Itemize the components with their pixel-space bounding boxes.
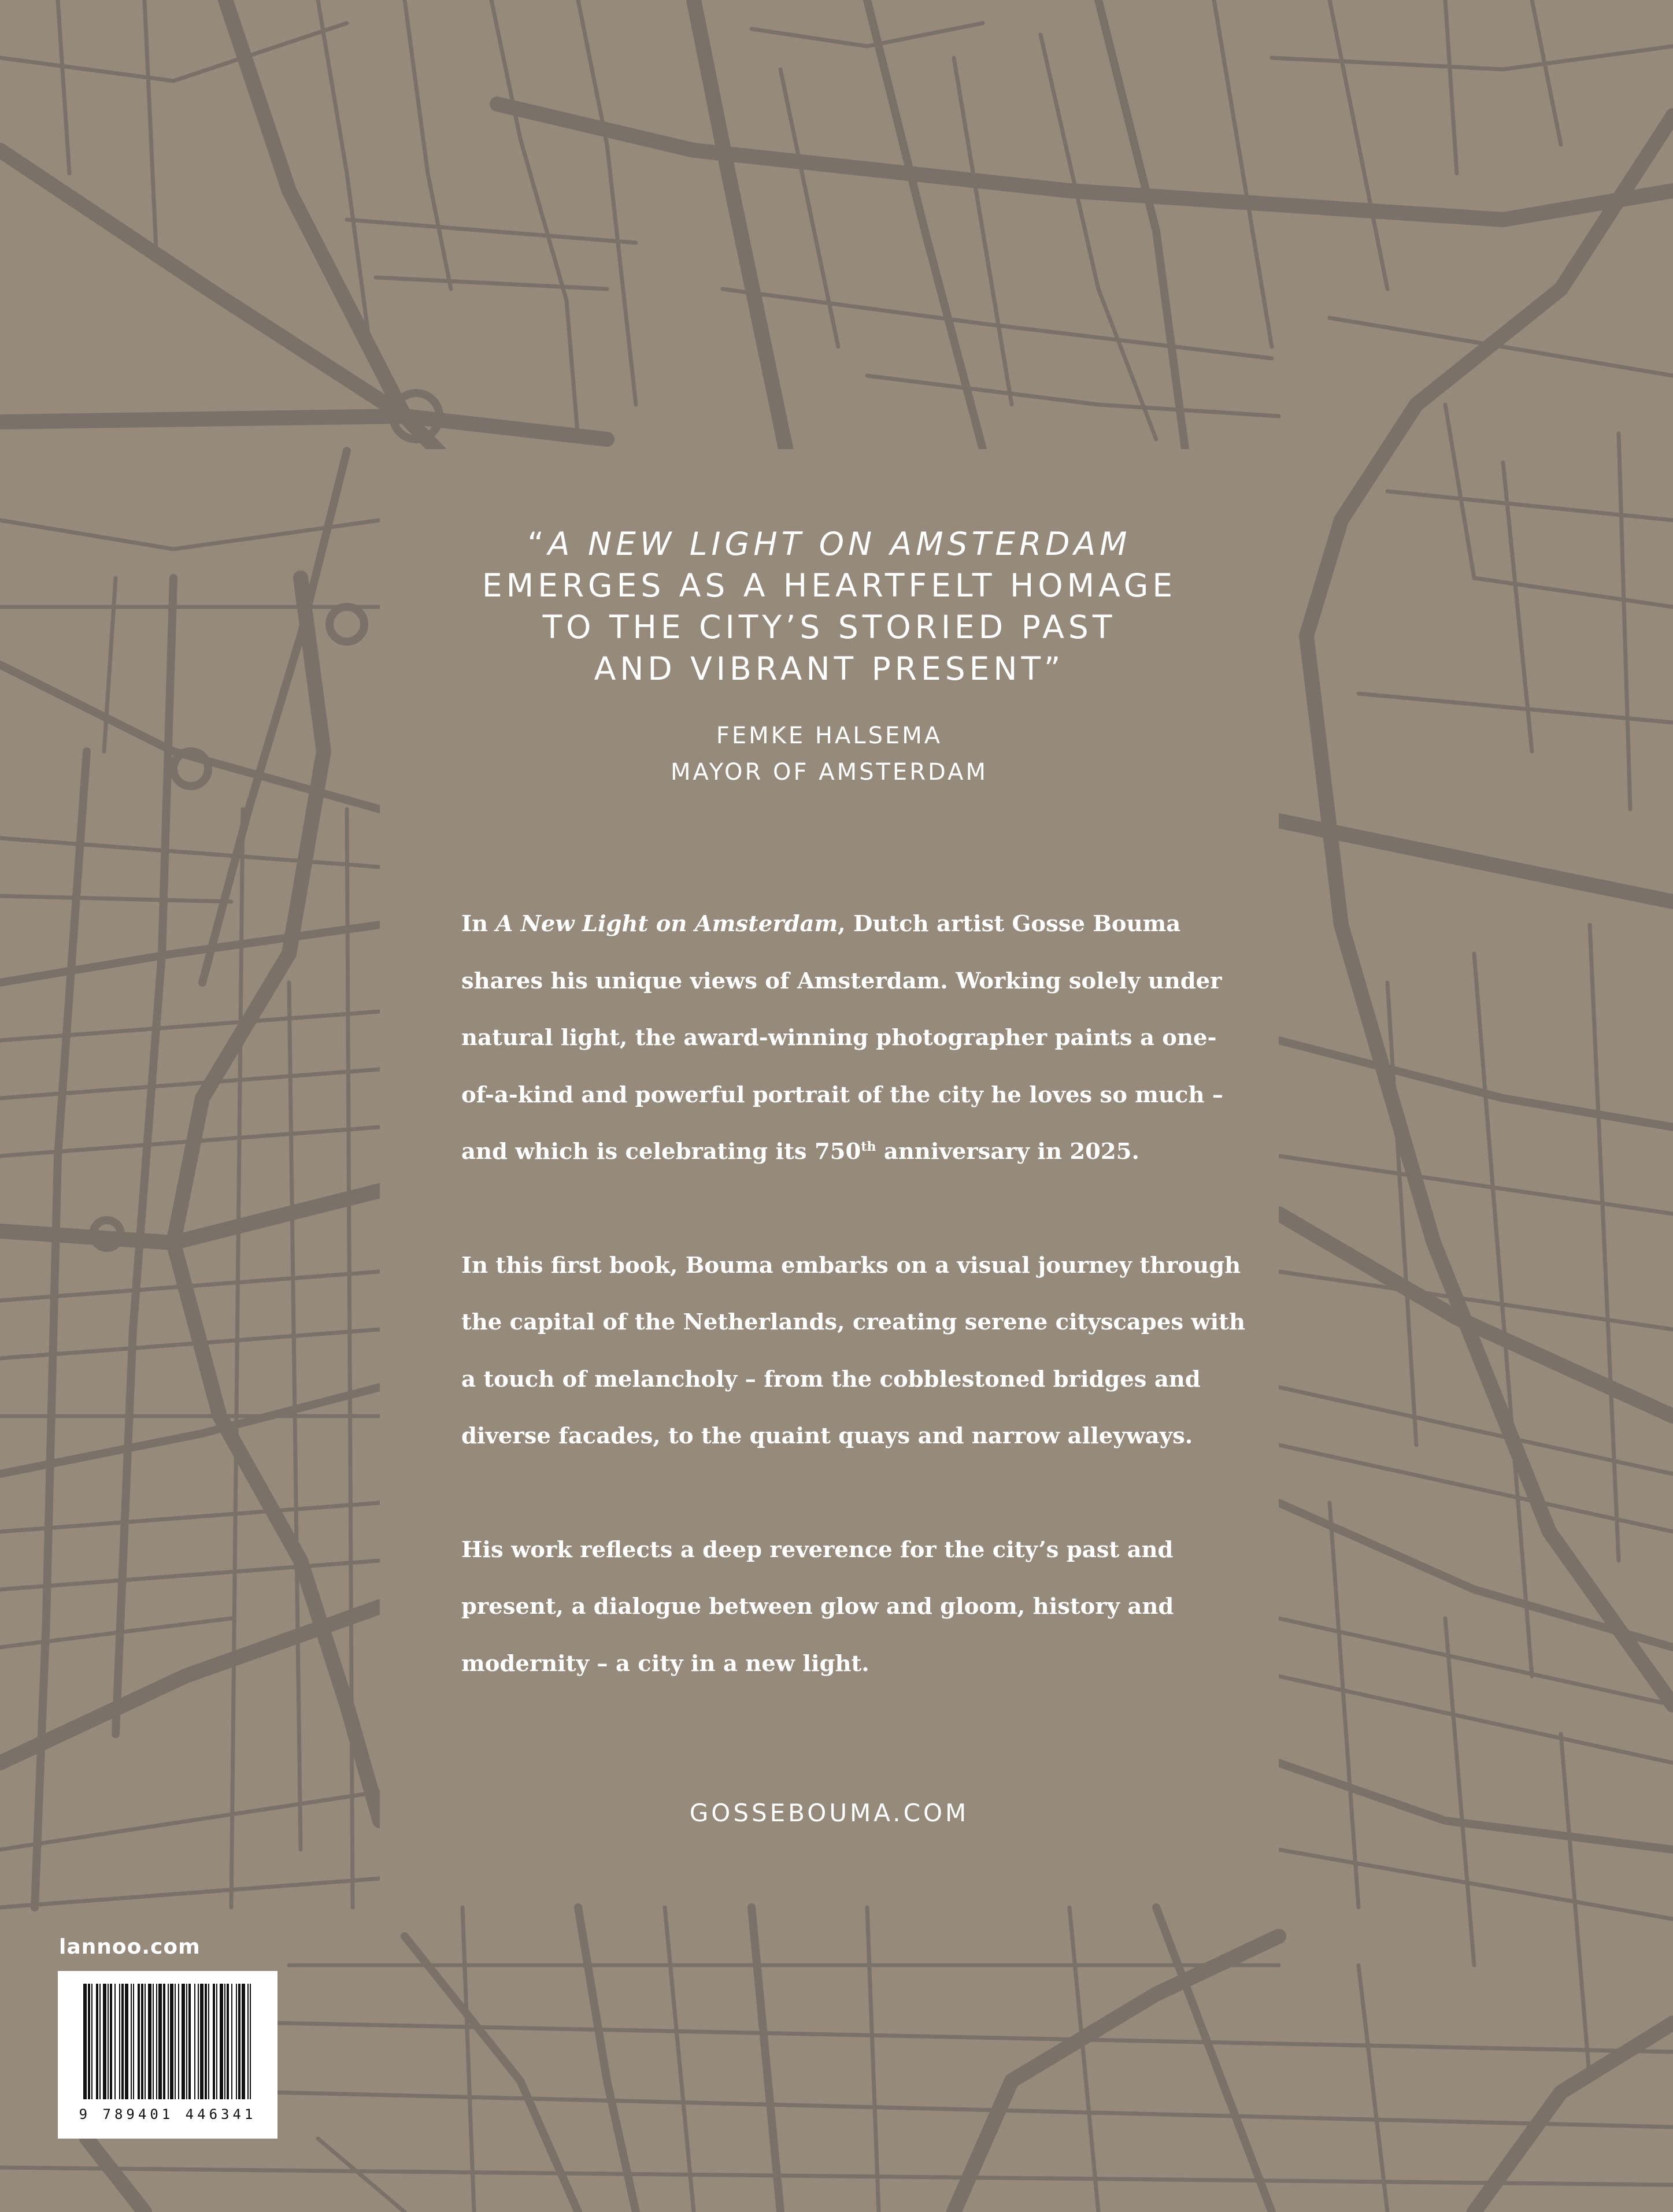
barcode-bar <box>110 1984 112 2099</box>
barcode-bar <box>131 1984 132 2099</box>
barcode-bar <box>108 1984 109 2099</box>
quote-line-4: AND VIBRANT PRESENT” <box>594 650 1065 687</box>
barcode-bar <box>247 1984 249 2099</box>
barcode-bar <box>182 1984 185 2099</box>
barcode <box>58 1971 277 2139</box>
barcode-bar <box>125 1984 128 2099</box>
barcode-bar <box>138 1984 140 2099</box>
barcode-bar <box>163 1984 165 2099</box>
barcode-bar <box>168 1984 169 2099</box>
barcode-bar <box>119 1984 120 2099</box>
author-name: FEMKE HALSEMA <box>716 722 943 749</box>
barcode-bar <box>145 1984 146 2099</box>
barcode-bar <box>170 1984 173 2099</box>
barcode-bar <box>198 1984 199 2099</box>
barcode-bar <box>153 1984 154 2099</box>
barcode-bar <box>220 1984 223 2099</box>
barcode-bar <box>83 1984 87 2099</box>
author-role: MAYOR OF AMSTERDAM <box>671 759 988 785</box>
publisher-url: lannoo.com <box>59 1935 201 1959</box>
barcode-bar <box>88 1984 90 2099</box>
barcode-bar <box>231 1984 232 2099</box>
barcode-bar <box>186 1984 187 2099</box>
barcode-bar <box>216 1984 217 2099</box>
description-paragraph-3: His work reflects a deep reverence for the city’s past and present, a dialogue between glow and gloom, history and modernity – a city in a new light. <box>461 1536 1174 1677</box>
pull-quote <box>380 523 1279 690</box>
barcode-bar <box>238 1984 240 2099</box>
barcode-bar <box>141 1984 143 2099</box>
barcode-bar <box>213 1984 215 2099</box>
barcode-bar <box>188 1984 191 2099</box>
quote-attribution <box>380 718 1279 791</box>
barcode-bar <box>156 1984 157 2099</box>
barcode-bar <box>96 1984 98 2099</box>
barcode-bar <box>175 1984 176 2099</box>
barcode-bar <box>103 1984 106 2099</box>
barcode-bar <box>178 1984 179 2099</box>
description-paragraph-2: In this first book, Bouma embarks on a visual journey through the capital of the Netherlands, creating serene cityscapes with a touch of melancholy – from the cobblestoned bridges and diverse facades, to the quaint quays and narrow alleyways. <box>461 1252 1245 1449</box>
barcode-bar <box>227 1984 229 2099</box>
barcode-bar <box>200 1984 203 2099</box>
barcode-bar <box>121 1984 124 2099</box>
barcode-bar <box>91 1984 92 2099</box>
barcode-icon <box>81 1984 254 2111</box>
barcode-bar <box>114 1984 116 2099</box>
barcode-bar <box>208 1984 209 2099</box>
quote-line-1: “A NEW LIGHT ON AMSTERDAM <box>527 525 1131 562</box>
barcode-bar <box>133 1984 134 2099</box>
barcode-bar <box>148 1984 151 2099</box>
barcode-bar <box>224 1984 225 2099</box>
book-description <box>461 896 1245 1749</box>
barcode-bar <box>205 1984 207 2099</box>
barcode-bar <box>236 1984 237 2099</box>
description-paragraph-1: In A New Light on Amsterdam, Dutch artist Gosse Bouma shares his unique views of Amsterdam. Working solely under natural light, the award-winning photographer paints a one- of-a-kind and powerful portrait of the city he loves so much – and which is celebrating its 750th anniversary in 2025. <box>461 911 1224 1165</box>
barcode-bar <box>242 1984 245 2099</box>
quote-line-2: EMERGES AS A HEARTFELT HOMAGE <box>482 567 1177 604</box>
author-website: GOSSEBOUMA.COM <box>689 1799 969 1827</box>
quote-line-3: TO THE CITY’S STORIED PAST <box>542 609 1116 646</box>
book-title-italic: A New Light on Amsterdam <box>495 911 838 937</box>
quote-book-title: A NEW LIGHT ON AMSTERDAM <box>547 525 1131 562</box>
isbn-digits: 9 789401 446341 <box>79 2106 257 2122</box>
barcode-bar <box>158 1984 162 2099</box>
barcode-bar <box>250 1984 251 2099</box>
barcode-bar <box>194 1984 195 2099</box>
barcode-bar <box>99 1984 101 2099</box>
